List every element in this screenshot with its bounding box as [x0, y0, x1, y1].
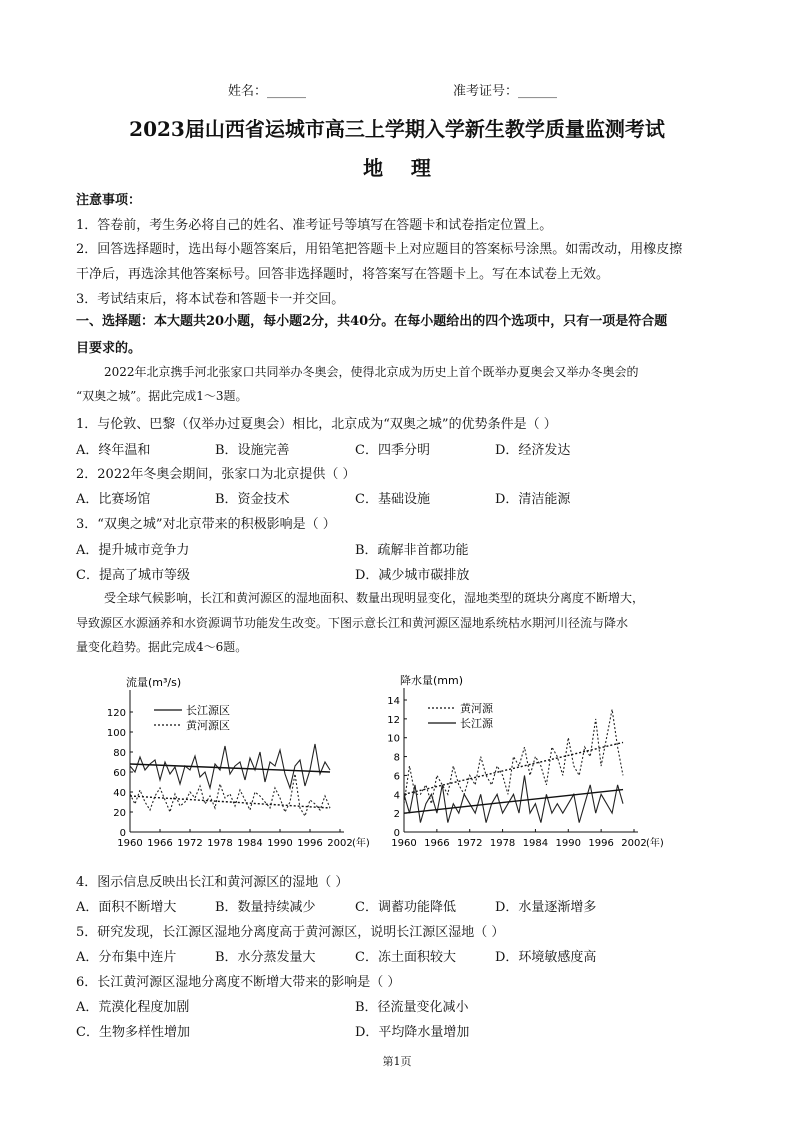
passage-text: 导致源区水源涵养和水资源调节功能发生改变。下图示意长江和黄河源区湿地系统枯水期河川径流与降水 [76, 616, 629, 630]
exam-title: 2023届山西省运城市高三上学期入学新生教学质量监测考试 [129, 117, 665, 141]
x-tick-label: 1978 [489, 838, 516, 849]
y-tick-label: 80 [113, 748, 126, 759]
x-tick-label: 1978 [207, 838, 233, 849]
option-c: C．生物多样性增加 [76, 1025, 190, 1040]
x-tick-label: 1972 [177, 838, 203, 849]
option-a: A．分布集中连片 [76, 950, 177, 965]
legend-label: 长江源 [460, 717, 493, 730]
x-tick-label: 1972 [456, 838, 483, 849]
page-number: 第1页 [382, 1055, 412, 1068]
option-b: B．水分蒸发量大 [215, 950, 316, 965]
y-tick-label: 60 [113, 768, 126, 779]
y-tick-label: 2 [393, 809, 400, 821]
passage-text: 2022年北京携手河北张家口共同举办冬奥会，使得北京成为历史上首个既举办夏奥会又举办冬奥会的 [104, 365, 639, 379]
x-tick-label: 2002 [327, 838, 353, 849]
y-tick-label: 0 [393, 828, 400, 839]
x-tick-label: 2002 [621, 838, 647, 849]
series-line-2 [404, 775, 623, 822]
option-a: A．比赛场馆 [76, 492, 151, 507]
section-heading: 一、选择题：本大题共20小题，每小题2分，共40分。在每小题给出的四个选项中，只有一项是符合题 [76, 314, 668, 329]
note-item: 干净后，再选涂其他答案标号。回答非选择题时，将答案写在答题卡上。写在本试卷上无效。 [76, 267, 610, 282]
option-d: D．清洁能源 [495, 492, 571, 507]
y-tick-label: 40 [113, 788, 126, 799]
y-axis-label: 流量(m³/s) [126, 676, 182, 689]
option-c: C．调蓄功能降低 [355, 900, 456, 915]
x-tick-label: 1966 [424, 838, 450, 849]
option-d: D．经济发达 [495, 443, 571, 458]
y-axis-label: 降水量(mm) [400, 674, 464, 687]
x-tick-label: 1996 [297, 838, 323, 849]
question-stem: 1．与伦敦、巴黎（仅举办过夏奥会）相比，北京成为“双奥之城”的优势条件是（ ） [76, 417, 557, 432]
question-stem: 4．图示信息反映出长江和黄河源区的湿地（ ） [76, 875, 349, 890]
option-a: A．终年温和 [76, 443, 151, 458]
option-a: A．面积不断增大 [76, 900, 177, 915]
question-stem: 6．长江黄河源区湿地分离度不断增大带来的影响是（ ） [76, 975, 401, 990]
option-c: C．冻土面积较大 [355, 950, 456, 965]
notes-heading: 注意事项： [76, 193, 142, 208]
option-a: A．荒漠化程度加剧 [76, 1000, 190, 1015]
x-tick-label: 1990 [267, 838, 293, 849]
trend-line-2 [404, 790, 623, 814]
y-tick-label: 14 [387, 696, 400, 707]
legend-label: 黄河源 [460, 702, 493, 715]
option-c: C．基础设施 [355, 492, 430, 507]
x-axis-label: (年) [646, 838, 664, 849]
y-tick-label: 100 [106, 728, 126, 739]
runoff-chart [100, 662, 380, 862]
option-d: D．减少城市碳排放 [355, 568, 470, 583]
question-stem: 3．“双奥之城”对北京带来的积极影响是（ ） [76, 517, 336, 532]
option-d: D．平均降水量增加 [355, 1025, 470, 1040]
y-tick-label: 8 [393, 752, 400, 764]
y-tick-label: 4 [393, 790, 400, 802]
option-b: B．数量持续减少 [215, 900, 316, 915]
option-d: D．环境敏感度高 [495, 950, 597, 965]
legend-label: 长江源区 [186, 704, 230, 717]
option-d: D．水量逐渐增多 [495, 900, 597, 915]
ticket-number-field: 准考证号：______ [453, 84, 558, 99]
precipitation-chart [384, 662, 694, 862]
x-tick-label: 1984 [522, 838, 549, 849]
y-tick-label: 12 [387, 714, 400, 726]
trend-line-2 [130, 796, 330, 808]
note-item: 3．考试结束后，将本试卷和答题卡一并交回。 [76, 292, 345, 307]
option-b: B．设施完善 [215, 443, 290, 458]
passage-text: 受全球气候影响，长江和黄河源区的湿地面积、数量出现明显变化，湿地类型的斑块分离度不断增大， [104, 591, 645, 605]
passage-text: 量变化趋势。据此完成4～6题。 [76, 640, 248, 654]
x-tick-label: 1996 [588, 838, 614, 849]
y-tick-label: 0 [119, 828, 126, 839]
option-c: C．提高了城市等级 [76, 568, 190, 583]
section-heading-cont: 目要求的。 [76, 341, 142, 356]
x-tick-label: 1960 [117, 838, 143, 849]
name-field: 姓名：______ [228, 84, 307, 99]
option-a: A．提升城市竞争力 [76, 543, 190, 558]
legend-label: 黄河源区 [186, 719, 230, 732]
subject-title: 地 理 [363, 156, 431, 180]
y-tick-label: 10 [387, 733, 400, 745]
option-b: B．疏解非首都功能 [355, 543, 469, 558]
y-tick-label: 120 [106, 708, 126, 719]
y-tick-label: 6 [393, 771, 400, 783]
question-stem: 5．研究发现，长江源区湿地分离度高于黄河源区，说明长江源区湿地（ ） [76, 925, 505, 940]
option-b: B．径流量变化减小 [355, 1000, 469, 1015]
note-item: 1．答卷前，考生务必将自己的姓名、准考证号等填写在答题卡和试卷指定位置上。 [76, 218, 553, 233]
note-item: 2．回答选择题时，选出每小题答案后，用铅笔把答题卡上对应题目的答案标号涂黑。如需改动，用橡皮擦 [76, 242, 683, 257]
x-tick-label: 1984 [237, 838, 263, 849]
x-tick-label: 1990 [555, 838, 582, 849]
x-axis-label: (年) [352, 838, 370, 849]
option-c: C．四季分明 [355, 443, 430, 458]
passage-text: “双奥之城”。据此完成1～3题。 [76, 389, 248, 403]
x-tick-label: 1960 [391, 838, 417, 849]
x-tick-label: 1966 [147, 838, 173, 849]
trend-line-1 [130, 764, 330, 772]
y-tick-label: 20 [113, 808, 126, 819]
series-line-1 [130, 744, 330, 788]
option-b: B．资金技术 [215, 492, 290, 507]
question-stem: 2．2022年冬奥会期间，张家口为北京提供（ ） [76, 467, 356, 482]
